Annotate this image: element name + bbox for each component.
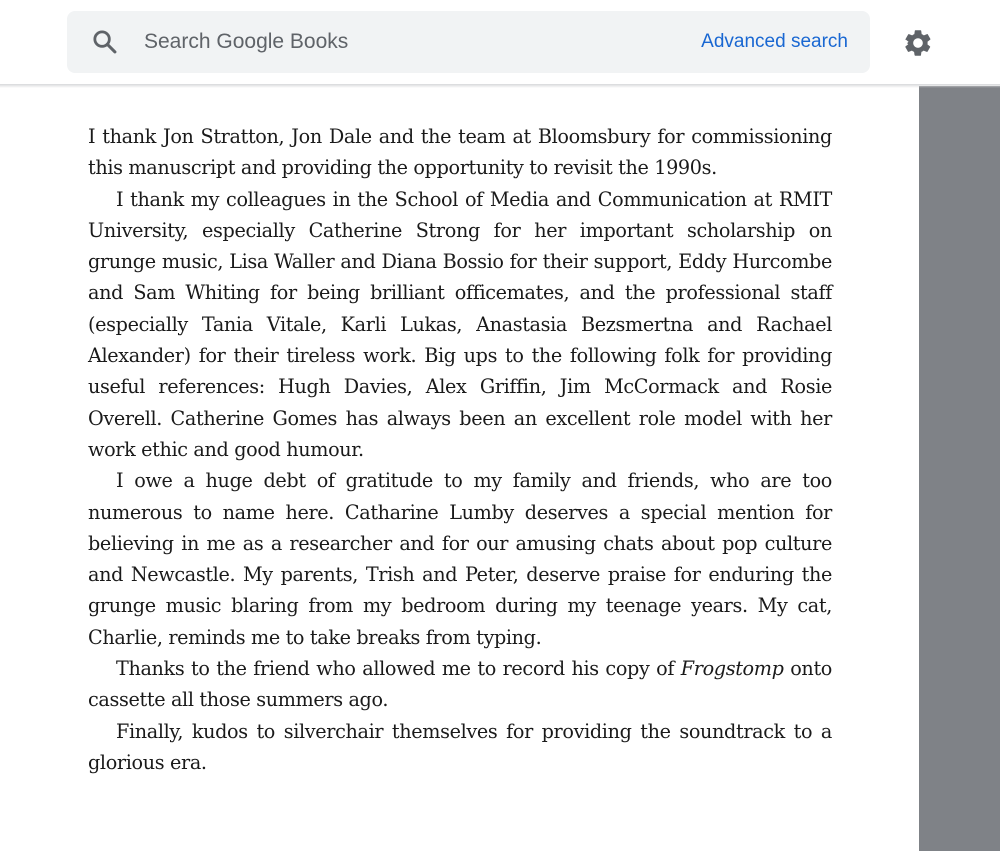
paragraph-2: I thank my colleagues in the School of Media and Communication at RMIT University, especially Catherine Strong for her important scholarship on grunge music, Lisa Waller and Diana Bossio for their support, Eddy Hurcombe and Sam Whiting for being brilliant officemates, and the professional staff (especially Tania Vitale, Karli Lukas, Anastasia Bezsmertna and Rachael Alexander) for their tireless work. Big ups to the following folk for providing useful references: Hugh Davies, Alex Griffin, Jim McCormack and Rosie Overell. Catherine Gomes has always been an excellent role model with her work ethic and good humour.: [88, 187, 832, 461]
search-input[interactable]: [144, 22, 664, 62]
paragraph-4: [88, 653, 832, 716]
paragraph-4-after: onto cassette all those summers ago.: [88, 657, 833, 712]
paragraph-3: I owe a huge debt of gratitude to my family and friends, who are too numerous to name here. Catharine Lumby deserves a special mention for believing in me as a researcher and for our amusing chats about pop culture and Newcastle. My parents, Trish and Peter, deserve praise for enduring the grunge music blaring from my bedroom during my teenage years. My cat, Charlie, reminds me to take breaks from typing.: [88, 469, 832, 649]
book-page[interactable]: [0, 86, 919, 851]
paragraph-1: I thank Jon Stratton, Jon Dale and the team at Bloomsbury for commissioning this manuscript and providing the opportunity to revisit the 1990s.: [88, 125, 832, 180]
paragraph-4-before: Thanks to the friend who allowed me to record his copy of: [116, 657, 681, 681]
top-bar: [0, 0, 1000, 86]
viewer-side-gutter: [919, 86, 1000, 851]
book-page-text: [88, 121, 832, 778]
advanced-search-link[interactable]: Advanced search: [701, 31, 848, 52]
gear-icon[interactable]: [902, 27, 934, 59]
search-box[interactable]: [67, 11, 870, 73]
search-icon[interactable]: [91, 28, 119, 56]
paragraph-5: Finally, kudos to silverchair themselves for providing the soundtrack to a glorious era.: [88, 719, 832, 774]
book-title-frogstomp: Frogstomp: [680, 657, 784, 681]
header-divider: [0, 84, 1000, 88]
